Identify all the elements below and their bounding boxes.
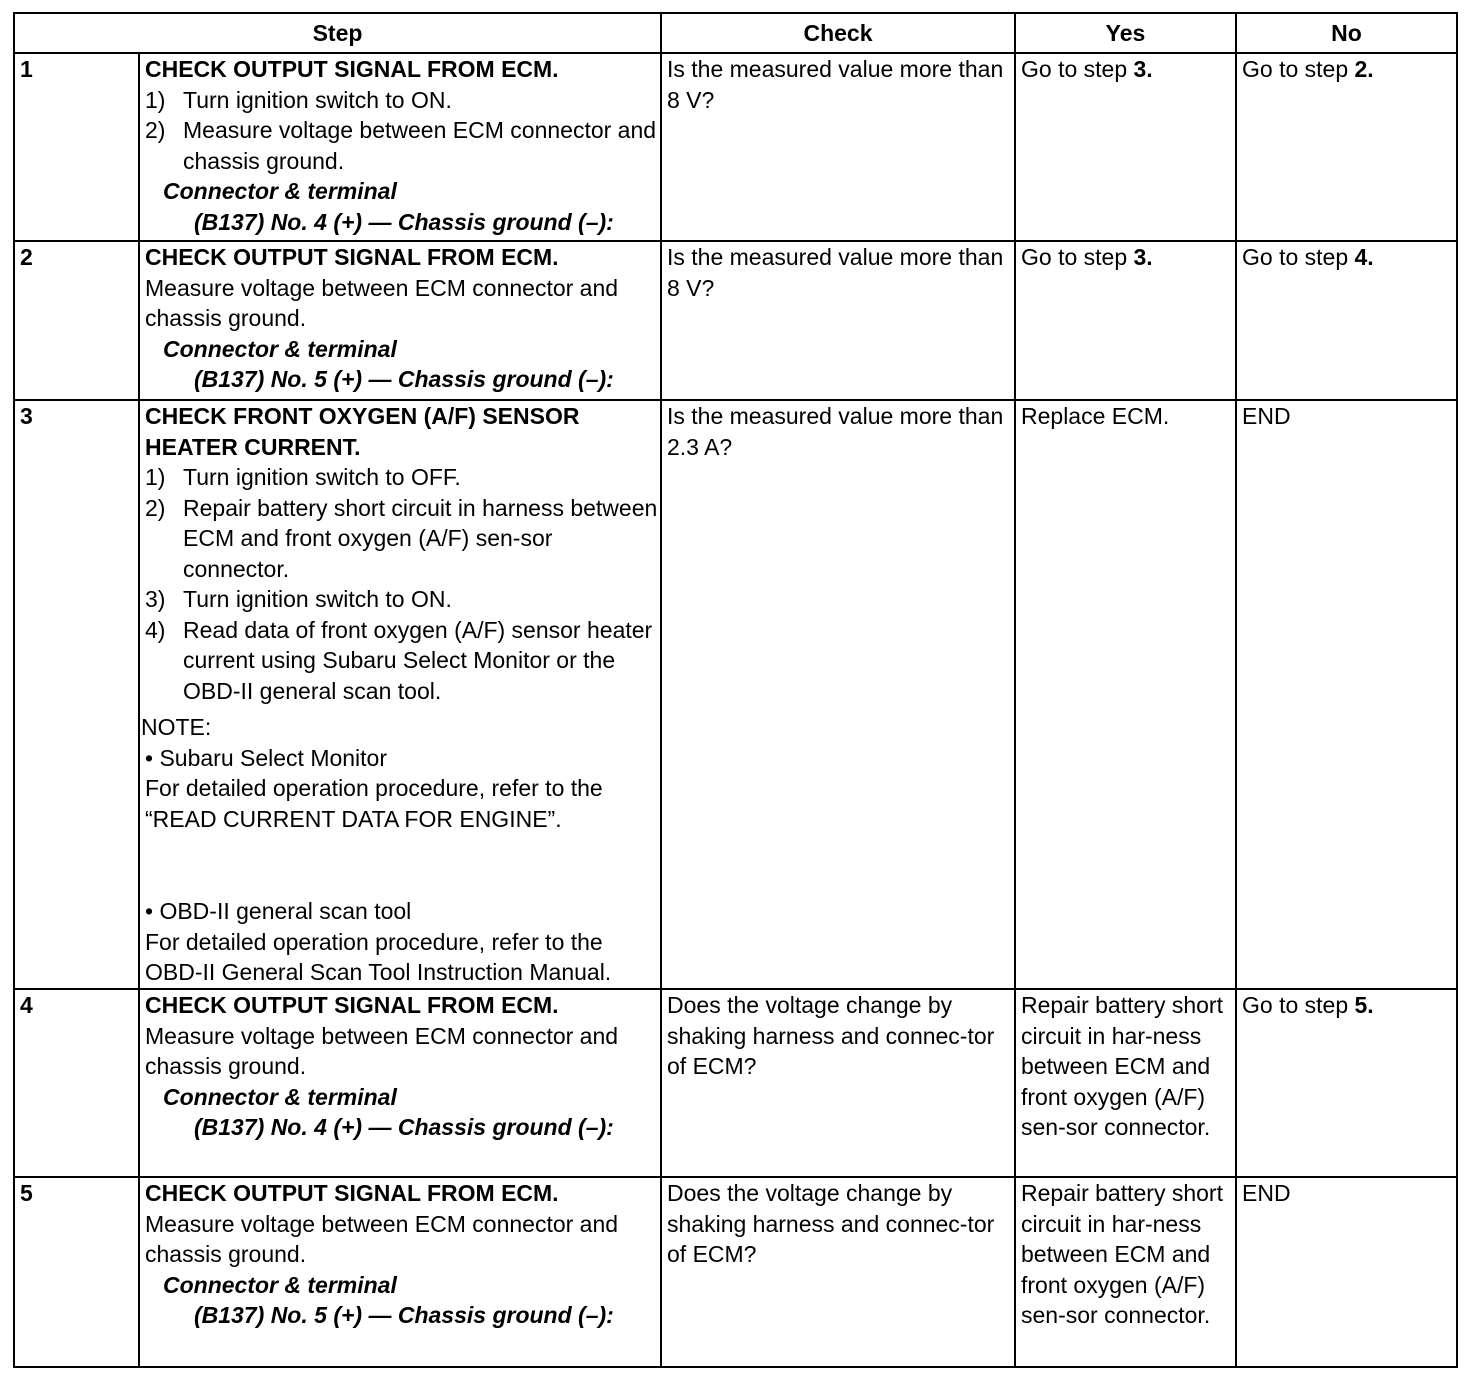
no-cell: END [1236, 1177, 1457, 1367]
list-text: Read data of front oxygen (A/F) sensor heater current using Subaru Select Monitor or the OBD-II general scan tool. [183, 616, 653, 704]
list-number: 2) [145, 117, 166, 143]
table-row [14, 989, 1457, 1177]
list-item [145, 615, 660, 707]
connector-label: Connector & terminal [163, 335, 397, 362]
step-cell [139, 400, 661, 989]
list-item [145, 493, 660, 585]
table-row [14, 53, 1457, 241]
step-text: Measure voltage between ECM connector and chassis ground. [145, 1210, 619, 1267]
header-step: Step [14, 13, 661, 53]
no-cell: END [1236, 400, 1457, 989]
header-yes: Yes [1015, 13, 1236, 53]
yes-cell: Repair battery short circuit in har-ness between ECM and front oxygen (A/F) sen-sor connector. [1015, 989, 1236, 1177]
connector-label: Connector & terminal [163, 1271, 397, 1298]
step-cell [139, 53, 661, 241]
no-prefix: Go to step [1242, 56, 1355, 82]
list-item [145, 85, 660, 116]
connector-value: (B137) No. 5 (+) — Chassis ground (–): [194, 366, 614, 392]
step-text: Measure voltage between ECM connector and chassis ground. [145, 274, 619, 331]
yes-prefix: Go to step [1021, 56, 1134, 82]
yes-cell: Repair battery short circuit in har-ness between ECM and front oxygen (A/F) sen-sor connector. [1015, 1177, 1236, 1367]
list-text: Turn ignition switch to ON. [183, 586, 452, 612]
step-number: 1 [14, 53, 139, 241]
header-check: Check [661, 13, 1015, 53]
note-item-text: For detailed operation procedure, refer to the OBD-II General Scan Tool Instruction Manual. [145, 928, 612, 985]
list-item [145, 584, 660, 615]
step-cell [139, 989, 661, 1177]
list-item [145, 462, 660, 493]
yes-cell [1015, 241, 1236, 400]
list-item [145, 115, 660, 176]
step-number: 2 [14, 241, 139, 400]
step-cell [139, 1177, 661, 1367]
note-label: NOTE: [141, 714, 212, 740]
header-no: No [1236, 13, 1457, 53]
step-number: 3 [14, 400, 139, 989]
connector-label: Connector & terminal [163, 1083, 397, 1110]
table-row [14, 400, 1457, 989]
step-title: CHECK OUTPUT SIGNAL FROM ECM. [145, 56, 559, 82]
no-cell [1236, 989, 1457, 1177]
spacer [145, 834, 660, 896]
connector-value: (B137) No. 4 (+) — Chassis ground (–): [194, 208, 614, 235]
connector-label: Connector & terminal [163, 178, 397, 204]
yes-prefix: Go to step [1021, 244, 1134, 270]
list-number: 1) [145, 86, 166, 113]
step-title: CHECK OUTPUT SIGNAL FROM ECM. [145, 244, 559, 270]
list-number: 1) [145, 464, 166, 490]
table-row [14, 1177, 1457, 1367]
list-text: Measure voltage between ECM connector and chassis ground. [183, 117, 657, 174]
check-cell: Does the voltage change by shaking harness and connec-tor of ECM? [661, 1177, 1015, 1367]
step-title: CHECK FRONT OXYGEN (A/F) SENSOR HEATER CURRENT. [145, 403, 580, 460]
yes-cell [1015, 53, 1236, 241]
check-cell: Is the measured value more than 8 V? [661, 53, 1015, 241]
yes-cell: Replace ECM. [1015, 400, 1236, 989]
no-step: 2. [1354, 56, 1374, 82]
diagnostic-table [13, 12, 1458, 1368]
step-text: Measure voltage between ECM connector and chassis ground. [145, 1022, 619, 1079]
no-prefix: Go to step [1242, 244, 1355, 270]
step-number: 5 [14, 1177, 139, 1367]
no-cell [1236, 53, 1457, 241]
header-row [14, 13, 1457, 53]
no-cell [1236, 241, 1457, 400]
list-number: 2) [145, 494, 166, 521]
step-cell [139, 241, 661, 400]
step-title: CHECK OUTPUT SIGNAL FROM ECM. [145, 1180, 559, 1206]
check-cell: Does the voltage change by shaking harness and connec-tor of ECM? [661, 989, 1015, 1177]
note-item-title: • OBD-II general scan tool [145, 898, 412, 924]
check-cell: Is the measured value more than 8 V? [661, 241, 1015, 400]
step-number: 4 [14, 989, 139, 1177]
yes-step: 3. [1133, 244, 1153, 270]
table-row [14, 241, 1457, 400]
list-text: Turn ignition switch to OFF. [183, 464, 461, 490]
yes-step: 3. [1133, 56, 1153, 82]
no-step: 5. [1354, 992, 1374, 1018]
step-title: CHECK OUTPUT SIGNAL FROM ECM. [145, 992, 559, 1018]
list-text: Repair battery short circuit in harness between ECM and front oxygen (A/F) sen-sor connector. [183, 494, 658, 582]
list-number: 4) [145, 616, 166, 643]
connector-value: (B137) No. 4 (+) — Chassis ground (–): [194, 1114, 614, 1140]
note-item-text: For detailed operation procedure, refer to the “READ CURRENT DATA FOR ENGINE”. [145, 775, 603, 832]
check-cell: Is the measured value more than 2.3 A? [661, 400, 1015, 989]
no-prefix: Go to step [1242, 992, 1355, 1018]
list-text: Turn ignition switch to ON. [183, 86, 452, 113]
list-number: 3) [145, 586, 166, 612]
note-item-title: • Subaru Select Monitor [145, 744, 388, 771]
no-step: 4. [1354, 244, 1374, 270]
connector-value: (B137) No. 5 (+) — Chassis ground (–): [194, 1302, 614, 1328]
